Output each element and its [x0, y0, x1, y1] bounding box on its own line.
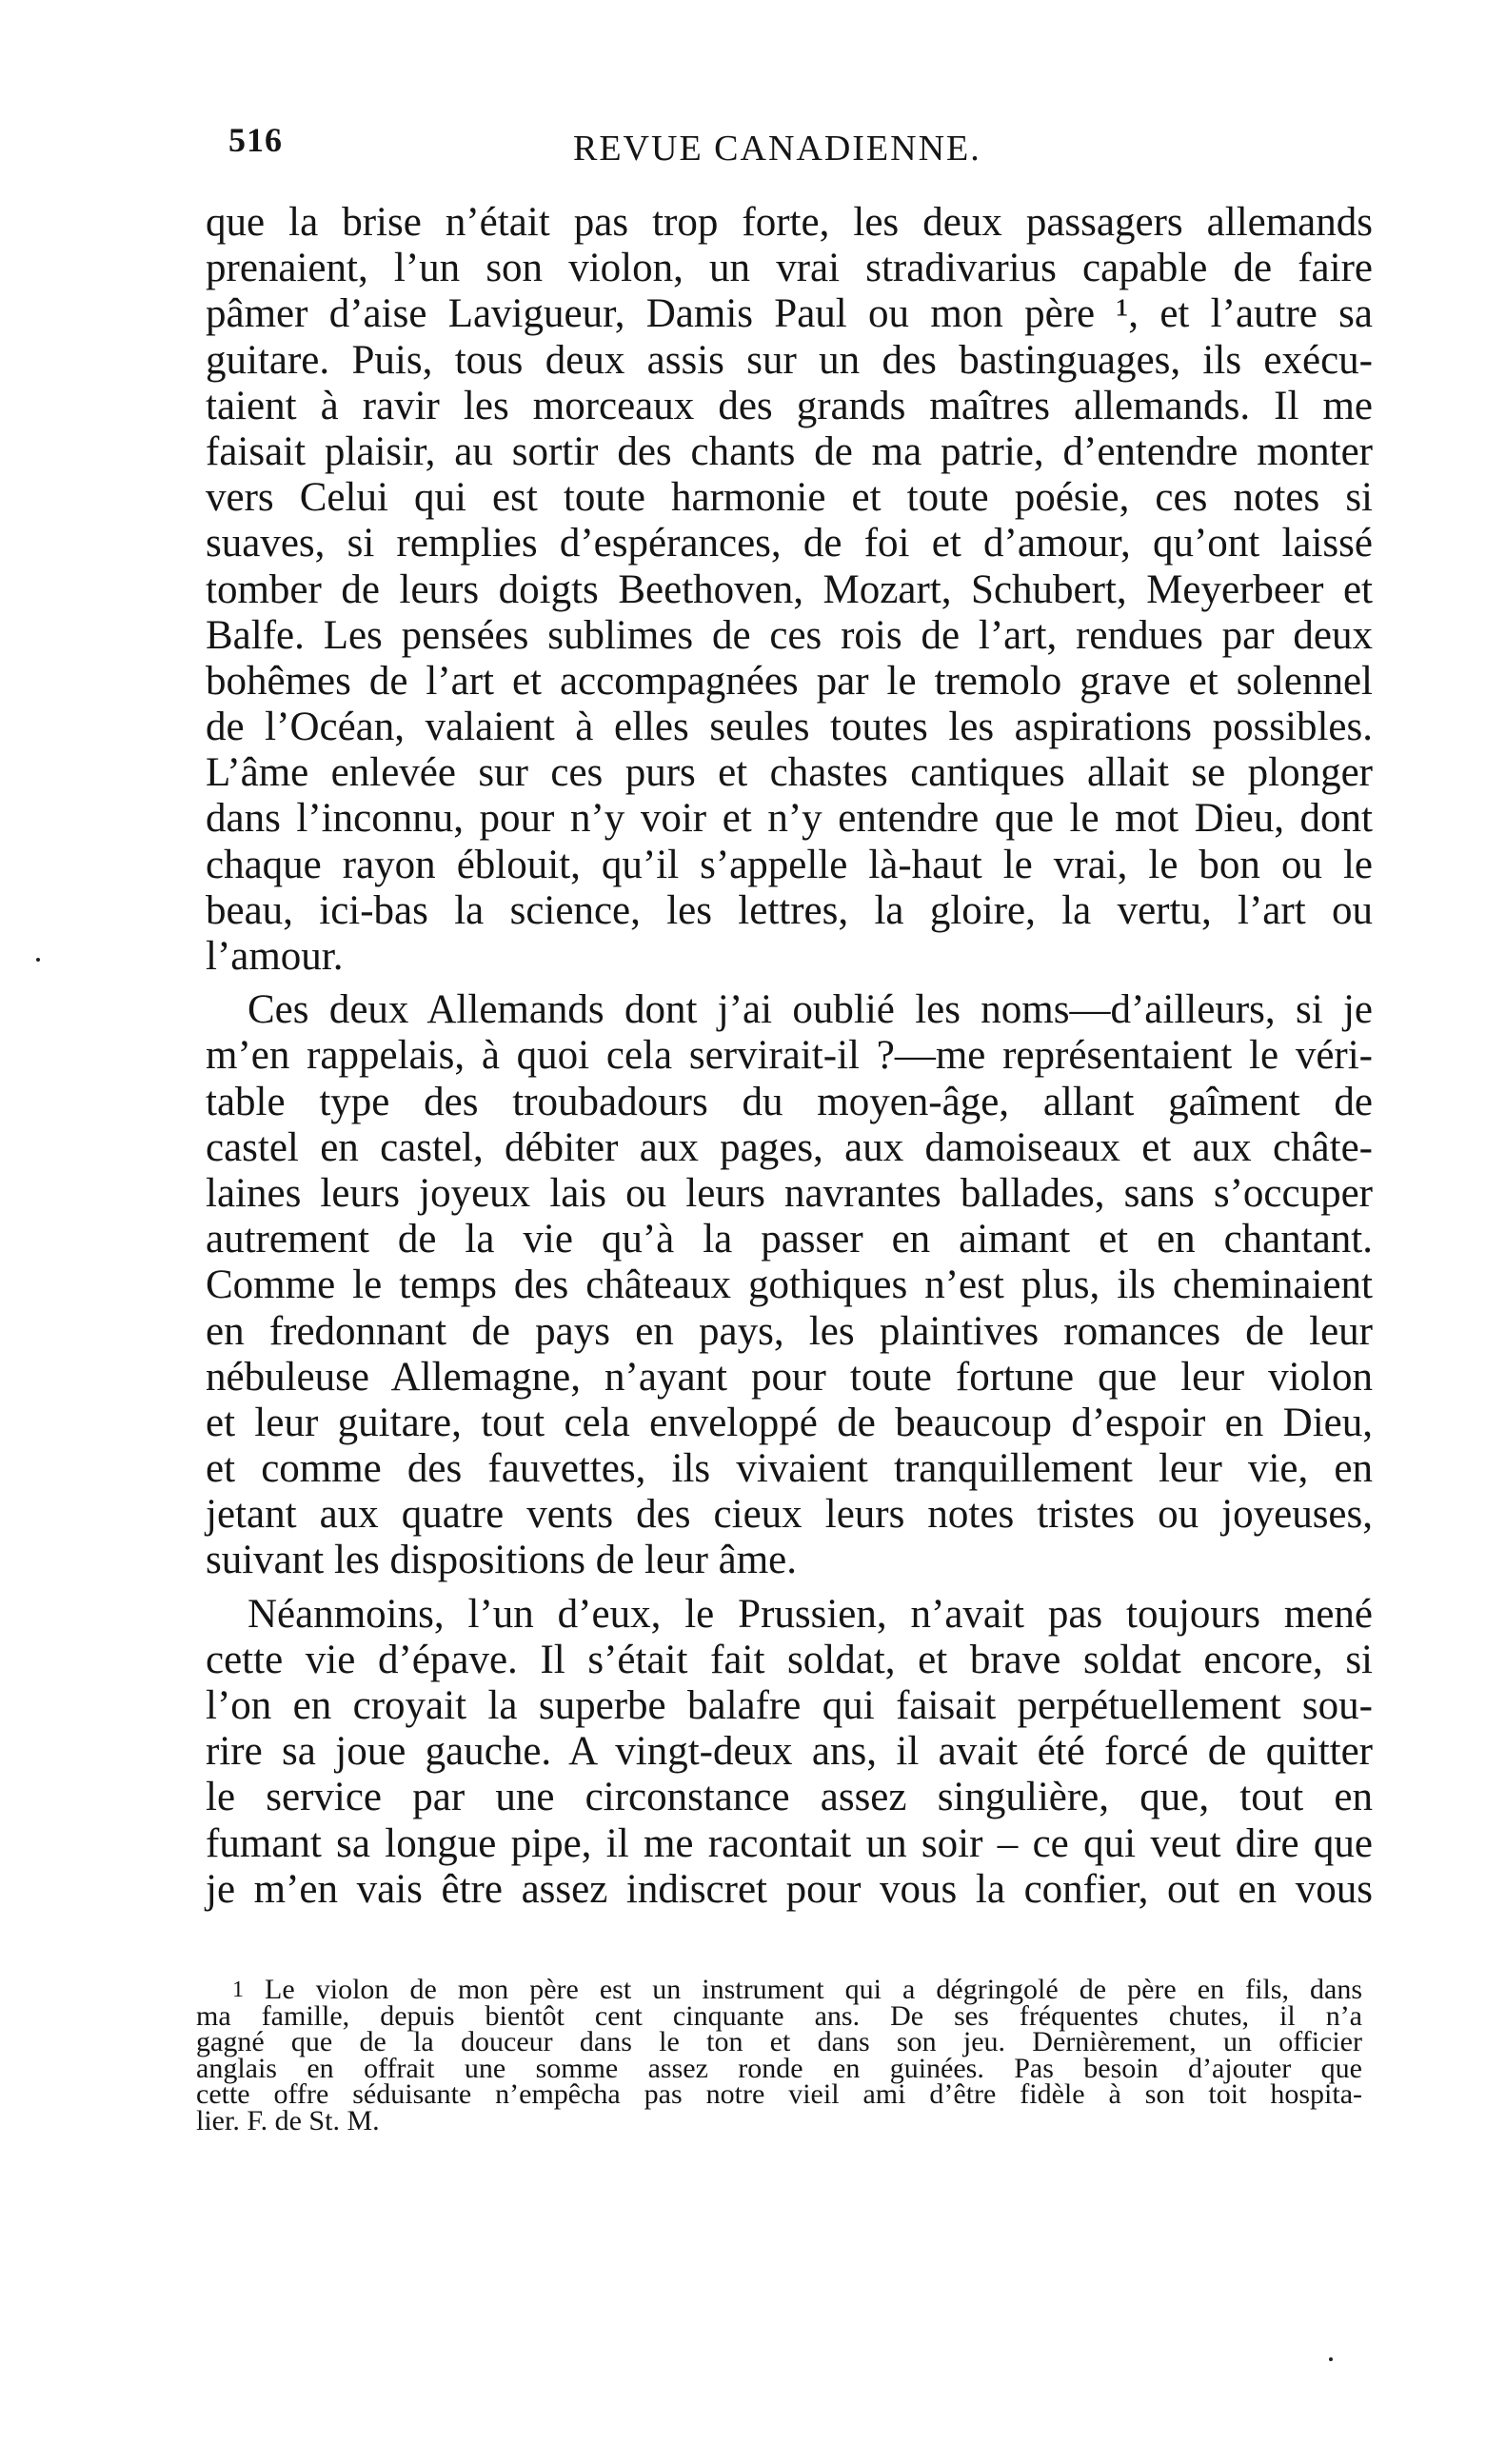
- text-line: beau, ici-bas la science, les lettres, la gloire, la vertu, l’art ou: [206, 887, 1373, 933]
- text-line: que la brise n’était pas trop forte, les deux passagers allemands: [206, 200, 1373, 245]
- text-line: jetant aux quatre vents des cieux leurs notes tristes ou joyeuses,: [206, 1492, 1373, 1538]
- text-line: L’âme enlevée sur ces purs et chastes cantiques allait se plonger: [206, 750, 1373, 796]
- footnote: [196, 1974, 1362, 2136]
- text-line: faisait plaisir, au sortir des chants de ma patrie, d’entendre monter: [206, 428, 1373, 474]
- paragraph: [206, 987, 1373, 1583]
- text-line: chaque rayon éblouit, qu’il s’appelle là-haut le vrai, le bon ou le: [206, 842, 1373, 887]
- text-line: dans l’inconnu, pour n’y voir et n’y entendre que le mot Dieu, dont: [206, 796, 1373, 842]
- text-line: prenaient, l’un son violon, un vrai stradivarius capable de faire: [206, 246, 1373, 291]
- text-line: et comme des fauvettes, ils vivaient tranquillement leur vie, en: [206, 1446, 1373, 1492]
- scan-speck: [1329, 2357, 1333, 2361]
- footnote-text: Le violon de mon père est un instrument qui a dégringolé de père en fils, dans: [265, 1974, 1362, 2005]
- footnote-line: cette offre séduisante n’empêcha pas notre vieil ami d’être fidèle à son toit hospita-: [196, 2078, 1362, 2110]
- page-number: 516: [228, 121, 283, 159]
- text-line: pâmer d’aise Lavigueur, Damis Paul ou mon père ¹, et l’autre sa: [206, 291, 1373, 337]
- text-line: bohêmes de l’art et accompagnées par le tremolo grave et solennel: [206, 658, 1373, 704]
- text-line: rire sa joue gauche. A vingt-deux ans, il avait été forcé de quitter: [206, 1729, 1373, 1775]
- text-line: taient à ravir les morceaux des grands maîtres allemands. Il me: [206, 383, 1373, 428]
- footnote-line: ma famille, depuis bientôt cent cinquante ans. De ses fréquentes chutes, il n’a: [196, 1999, 1362, 2032]
- footnote-line: gagné que de la douceur dans le ton et dans son jeu. Dernièrement, un officier: [196, 2026, 1362, 2057]
- text-line: m’en rappelais, à quoi cela servirait-il ?—me représentaient le véri-: [206, 1033, 1373, 1079]
- page-header: [221, 114, 1377, 171]
- text-line: castel en castel, débiter aux pages, aux damoiseaux et aux châte-: [206, 1124, 1373, 1170]
- text-line: l’amour.: [206, 934, 344, 979]
- text-line: table type des troubadours du moyen-âge, allant gaîment de: [206, 1079, 1373, 1124]
- scan-speck: [36, 958, 40, 962]
- running-head: REVUE CANADIENNE.: [573, 129, 981, 169]
- text-line: Comme le temps des châteaux gothiques n’est plus, ils cheminaient: [206, 1262, 1373, 1308]
- text-line: laines leurs joyeux lais ou leurs navrantes ballades, sans s’occuper: [206, 1170, 1373, 1216]
- footnote-line: anglais en offrait une somme assez ronde en guinées. Pas besoin d’ajouter que: [196, 2052, 1362, 2084]
- body-text: [206, 200, 1373, 1913]
- footnote-mark: 1: [232, 1977, 244, 2002]
- footnote-line: [196, 1974, 1362, 2005]
- text-line: l’on en croyait la superbe balafre qui faisait perpétuellement sou-: [206, 1683, 1373, 1728]
- text-line: cette vie d’épave. Il s’était fait soldat, et brave soldat encore, si: [206, 1637, 1373, 1682]
- paragraph: [206, 1592, 1373, 1913]
- text-line: autrement de la vie qu’à la passer en aimant et en chantant.: [206, 1217, 1373, 1262]
- text-line: suivant les dispositions de leur âme.: [206, 1538, 798, 1583]
- text-line: nébuleuse Allemagne, n’ayant pour toute fortune que leur violon: [206, 1354, 1373, 1400]
- footnote-line: lier. F. de St. M.: [196, 2104, 380, 2136]
- text-line: guitare. Puis, tous deux assis sur un des bastinguages, ils exécu-: [206, 337, 1373, 383]
- paragraph: [206, 200, 1373, 980]
- text-line: fumant sa longue pipe, il me racontait un soir – ce qui veut dire que: [206, 1820, 1373, 1866]
- text-line: en fredonnant de pays en pays, les plaintives romances de leur: [206, 1308, 1373, 1354]
- text-line: tomber de leurs doigts Beethoven, Mozart, Schubert, Meyerbeer et: [206, 566, 1373, 612]
- text-line: vers Celui qui est toute harmonie et toute poésie, ces notes si: [206, 475, 1373, 521]
- text-line: Néanmoins, l’un d’eux, le Prussien, n’avait pas toujours mené: [248, 1591, 1373, 1637]
- text-line: et leur guitare, tout cela enveloppé de beaucoup d’espoir en Dieu,: [206, 1400, 1373, 1445]
- text-line: de l’Océan, valaient à elles seules toutes les aspirations possibles.: [206, 705, 1373, 750]
- text-line: Balfe. Les pensées sublimes de ces rois de l’art, rendues par deux: [206, 612, 1373, 658]
- text-line: Ces deux Allemands dont j’ai oublié les noms—d’ailleurs, si je: [248, 987, 1373, 1033]
- text-line: le service par une circonstance assez singulière, que, tout en: [206, 1775, 1373, 1820]
- text-line: je m’en vais être assez indiscret pour vous la confier, out en vous: [206, 1866, 1373, 1912]
- text-line: suaves, si remplies d’espérances, de foi et d’amour, qu’ont laissé: [206, 521, 1373, 566]
